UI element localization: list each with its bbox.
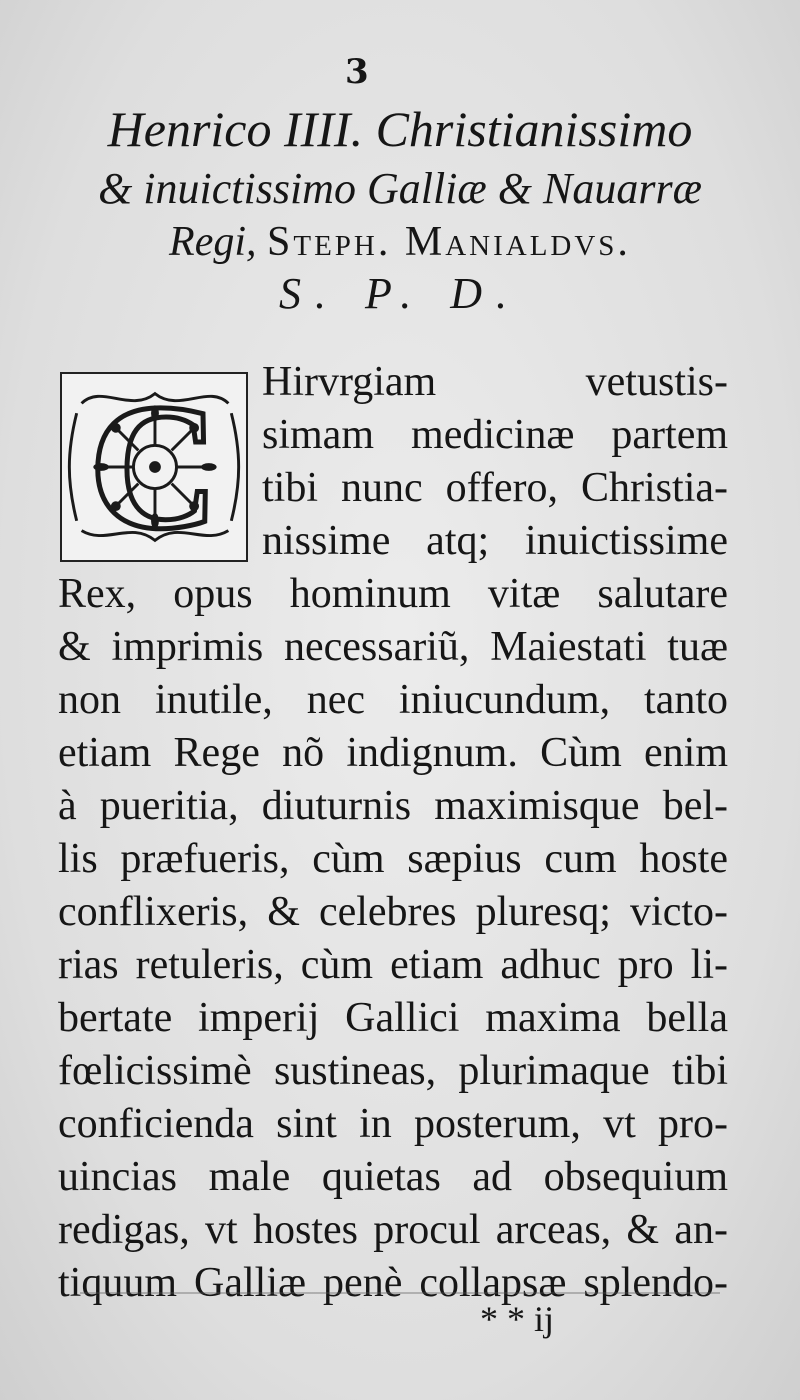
text-line: uincias male quietas ad obsequium xyxy=(58,1154,728,1200)
text-line: à pueritia, diuturnis maximisque bel- xyxy=(58,783,728,829)
text-line: lis præfueris, cùm sæpius cum hoste xyxy=(58,836,728,882)
text-line: nissime atq; inuictissime xyxy=(262,518,728,564)
text-line: & imprimis necessariũ, Maiestati tuæ xyxy=(58,624,728,670)
text-line: conflixeris, & celebres pluresq; victo- xyxy=(58,889,728,935)
dedication-salutation: S. P. D. xyxy=(279,269,521,318)
text-line: Rex, opus hominum vitæ salutare xyxy=(58,571,728,617)
initial-letter: C xyxy=(89,367,219,566)
text-line: redigas, vt hostes procul arceas, & an- xyxy=(58,1207,728,1253)
page-number: 3 xyxy=(345,52,369,92)
decorated-initial xyxy=(60,367,248,566)
dedication-line-1: Henrico IIII. Christianissimo xyxy=(107,101,693,157)
dedication-line-2: & inuictissimo Galliæ & Nauarræ xyxy=(98,164,702,213)
signature-mark: * * ij xyxy=(480,1299,555,1339)
text-line: tibi nunc offero, Christia- xyxy=(262,465,728,511)
text-line: rias retuleris, cùm etiam adhuc pro li- xyxy=(58,942,728,988)
divider xyxy=(80,1292,720,1294)
text-line: etiam Rege nõ indignum. Cùm enim xyxy=(58,730,728,776)
text-line: tiquum Galliæ penè collapsæ splendo- xyxy=(58,1260,728,1306)
text-line: non inutile, nec iniucundum, tanto xyxy=(58,677,728,723)
dedication-regi: Regi, xyxy=(169,219,257,265)
text-line: bertate imperij Gallici maxima bella xyxy=(58,995,728,1041)
dedication-author: Steph. Manialdvs. xyxy=(267,219,631,265)
text-line: simam medicinæ partem xyxy=(262,412,728,458)
text-line: conficienda sint in posterum, vt pro- xyxy=(58,1101,728,1147)
text-line: fœlicissimè sustineas, plurimaque tibi xyxy=(58,1048,728,1094)
text-line: Hirvrgiam vetustis- xyxy=(262,359,728,405)
dedication-line-3 xyxy=(0,218,800,266)
